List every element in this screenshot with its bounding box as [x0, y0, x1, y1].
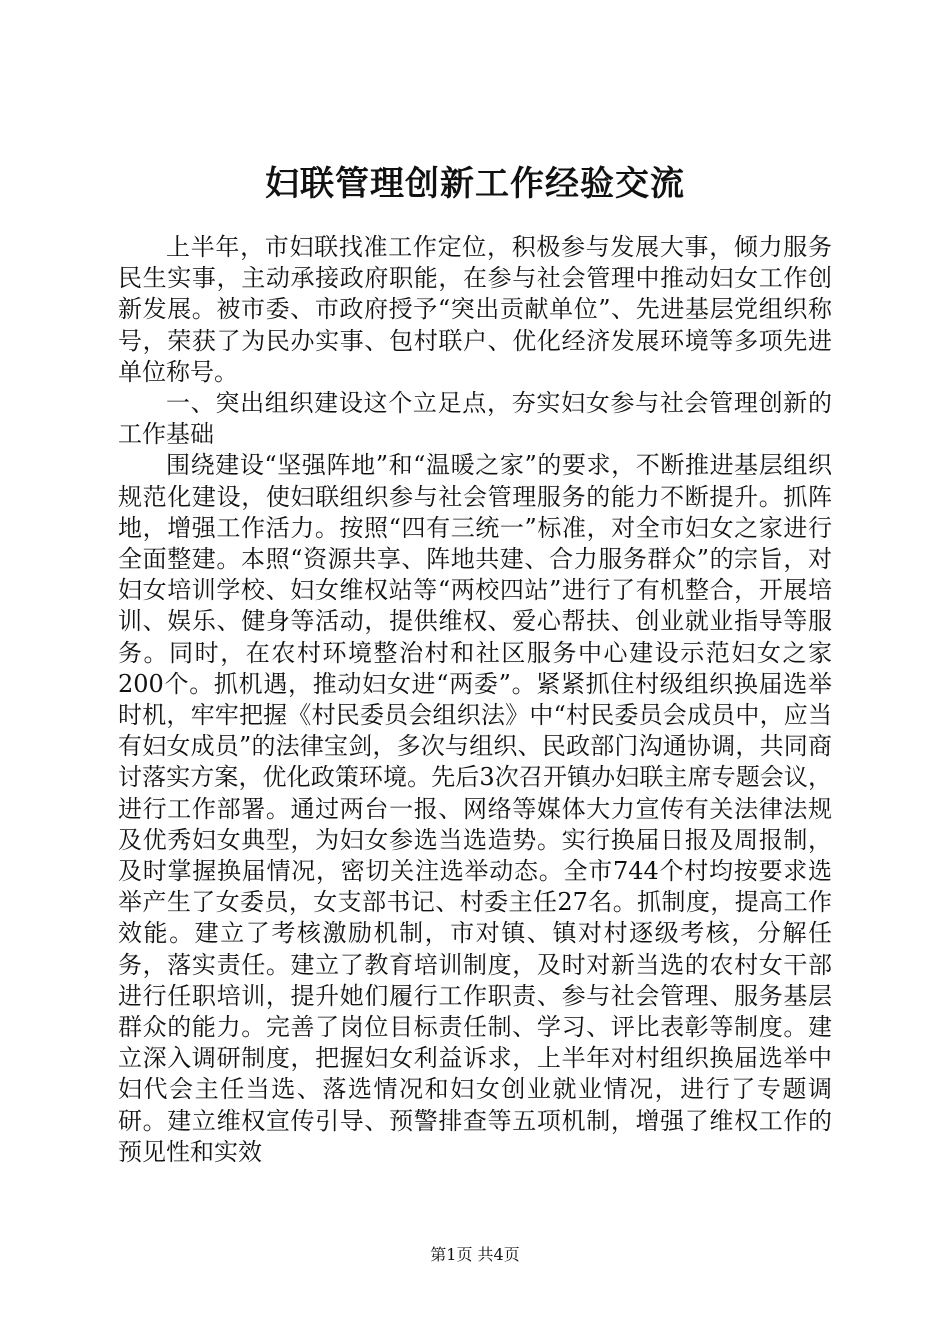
page-number-footer: 第1页 共4页	[430, 1245, 520, 1264]
section-heading-1: 一、突出组织建设这个立足点，夯实妇女参与社会管理创新的工作基础	[118, 389, 832, 449]
document-body	[118, 232, 832, 1168]
paragraph-section-1: 围绕建设“坚强阵地”和“温暖之家”的要求，不断推进基层组织规范化建设，使妇联组织参与社会管理服务的能力不断提升。抓阵地，增强工作活力。按照“四有三统一”标准，对全市妇女之家进行全面整建。本照“资源共享、阵地共建、合力服务群众”的宗旨，对妇女培训学校、妇女维权站等“两校四站”进行了有机整合，开展培训、娱乐、健身等活动，提供维权、爱心帮扶、创业就业指导等服务。同时，在农村环境整治村和社区服务中心建设示范妇女之家200个。抓机遇，推动妇女进“两委”。紧紧抓住村级组织换届选举时机，牢牢把握《村民委员会组织法》中“村民委员会成员中，应当有妇女成员”的法律宝剑，多次与组织、民政部门沟通协调，共同商讨落实方案，优化政策环境。先后3次召开镇办妇联主席专题会议，进行工作部署。通过两台一报、网络等媒体大力宣传有关法律法规及优秀妇女典型，为妇女参选当选造势。实行换届日报及周报制，及时掌握换届情况，密切关注选举动态。全市744个村均按要求选举产生了女委员，女支部书记、村委主任27名。抓制度，提高工作效能。建立了考核激励机制，市对镇、镇对村逐级考核，分解任务，落实责任。建立了教育培训制度，及时对新当选的农村女干部进行任职培训，提升她们履行工作职责、参与社会管理、服务基层群众的能力。完善了岗位目标责任制、学习、评比表彰等制度。建立深入调研制度，把握妇女利益诉求，上半年对村组织换届选举中妇代会主任当选、落选情况和妇女创业就业情况，进行了专题调研。建立维权宣传引导、预警排查等五项机制，增强了维权工作的预见性和实效	[118, 451, 832, 1166]
document-title: 妇联管理创新工作经验交流	[265, 164, 685, 204]
paragraph-intro: 上半年，市妇联找准工作定位，积极参与发展大事，倾力服务民生实事，主动承接政府职能，在参与社会管理中推动妇女工作创新发展。被市委、市政府授予“突出贡献单位”、先进基层党组织称号，荣获了为民办实事、包村联户、优化经济发展环境等多项先进单位称号。	[118, 233, 832, 386]
